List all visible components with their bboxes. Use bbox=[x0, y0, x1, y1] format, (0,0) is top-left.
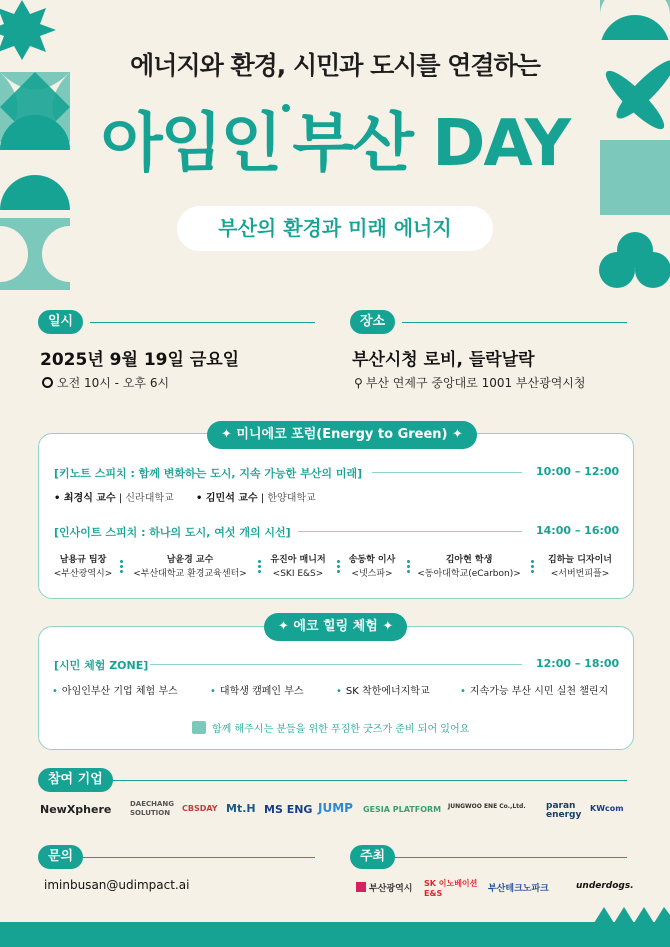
event-date: 2025년 9월 19일 금요일 bbox=[40, 350, 240, 370]
contact-tag: 문의 bbox=[38, 845, 83, 869]
partners-tag-line bbox=[105, 780, 627, 781]
insight-label: [인사이트 스피치 : 하나의 도시, 여섯 개의 시선] bbox=[54, 526, 291, 539]
logo-busan-technopark: 부산테크노파크 bbox=[488, 884, 549, 894]
activity-2: • 대학생 캠페인 부스 bbox=[210, 682, 304, 697]
title-dot bbox=[282, 104, 290, 112]
insight-speaker-5: 김아현 학생 <동아대학교(eCarbon)> bbox=[417, 555, 521, 579]
insight-time: 14:00 – 16:00 bbox=[536, 524, 620, 537]
logo-mseng: MS ENG bbox=[264, 803, 313, 816]
logo-sk-innovation: SK 이노베이션 E&S bbox=[424, 879, 478, 898]
logo-underdogs: underdogs. bbox=[576, 881, 634, 891]
hosts-tag-line bbox=[392, 857, 627, 858]
keynote-speaker-2: • 김민석 교수 | 한양대학교 bbox=[196, 493, 316, 504]
goods-note: 함께 해주시는 분들을 위한 푸짐한 굿즈가 준비 되어 있어요 bbox=[192, 720, 469, 735]
logo-jump: JUMP bbox=[318, 801, 353, 815]
event-address: ⚲ 부산 연제구 중앙대로 1001 부산광역시청 bbox=[354, 376, 586, 390]
keynote-label: [키노트 스피치 : 함께 변화하는 도시, 지속 가능한 부산의 미래] bbox=[54, 467, 363, 480]
contact-email[interactable]: iminbusan@udimpact.ai bbox=[44, 878, 190, 892]
speaker-separator bbox=[407, 560, 410, 575]
keynote-line bbox=[372, 472, 522, 473]
zone-time: 12:00 – 18:00 bbox=[536, 657, 620, 670]
speaker-separator bbox=[531, 560, 534, 575]
logo-paran: paran energy bbox=[546, 801, 582, 820]
insight-line bbox=[298, 531, 522, 532]
partners-tag: 참여 기업 bbox=[38, 768, 113, 792]
insight-speaker-1: 남용규 팀장 <부산광역시> bbox=[53, 555, 113, 579]
event-place: 부산시청 로비, 들락날락 bbox=[352, 350, 535, 370]
logo-kwcom: KWcom bbox=[590, 804, 624, 813]
keynote-time: 10:00 – 12:00 bbox=[536, 465, 620, 478]
hosts-tag: 주최 bbox=[350, 845, 395, 869]
logo-gesia: GESIA PLATFORM bbox=[363, 805, 442, 814]
insight-speaker-4: 송동학 이사 <넷스파> bbox=[348, 555, 396, 579]
gift-icon bbox=[192, 721, 206, 734]
place-tag-line bbox=[402, 322, 627, 323]
keynote-speaker-1: • 최경식 교수 | 신라대학교 bbox=[54, 493, 174, 504]
zone-line bbox=[150, 664, 522, 665]
event-title bbox=[0, 92, 670, 184]
activity-3: • SK 착한에너지학교 bbox=[336, 682, 430, 697]
title-part2: 부산 DAY bbox=[292, 107, 570, 181]
bottom-band bbox=[0, 922, 670, 947]
date-tag: 일시 bbox=[38, 310, 83, 334]
healing-header: ✦ 에코 힐링 체험 ✦ bbox=[264, 613, 407, 641]
activity-1: • 아임인부산 기업 체험 부스 bbox=[52, 682, 178, 697]
event-subtitle: 에너지와 환경, 시민과 도시를 연결하는 bbox=[130, 51, 540, 80]
bottom-zigzag-decoration bbox=[594, 907, 670, 923]
insight-speaker-3: 유진아 매니저 <SKI E&S> bbox=[270, 555, 326, 579]
speaker-separator bbox=[337, 560, 340, 575]
speaker-separator bbox=[258, 560, 261, 575]
activity-4: • 지속가능 부산 시민 실천 챌린지 bbox=[460, 682, 608, 697]
logo-daechang: DAECHANG SOLUTION bbox=[130, 800, 175, 817]
logo-jungwoo: JUNGWOO ENE Co.,Ltd. bbox=[448, 803, 526, 810]
theme-pill: 부산의 환경과 미래 에너지 bbox=[177, 206, 493, 251]
location-pin-icon: ⚲ bbox=[354, 376, 363, 390]
clock-icon bbox=[42, 377, 53, 388]
speaker-separator bbox=[120, 560, 123, 575]
date-tag-line bbox=[90, 322, 315, 323]
insight-speaker-6: 김하늘 디자이너 <서버번피플> bbox=[548, 555, 612, 579]
logo-cbsday: CBSDAY bbox=[182, 804, 218, 813]
logo-mth: Mt.H bbox=[226, 802, 256, 815]
zone-label: [시민 체험 ZONE] bbox=[54, 659, 149, 672]
place-tag: 장소 bbox=[350, 310, 395, 334]
insight-speaker-2: 남윤경 교수 <부산대학교 환경교육센터> bbox=[133, 555, 247, 579]
title-part1: 아임인 bbox=[100, 107, 281, 181]
logo-busan-city: 부산광역시 bbox=[356, 881, 412, 894]
event-time: 오전 10시 - 오후 6시 bbox=[42, 374, 169, 391]
contact-tag-line bbox=[80, 857, 315, 858]
forum-header: ✦ 미니에코 포럼(Energy to Green) ✦ bbox=[207, 421, 477, 449]
logo-newxphere: NewXphere bbox=[40, 803, 112, 816]
busan-city-mark-icon bbox=[356, 882, 366, 892]
